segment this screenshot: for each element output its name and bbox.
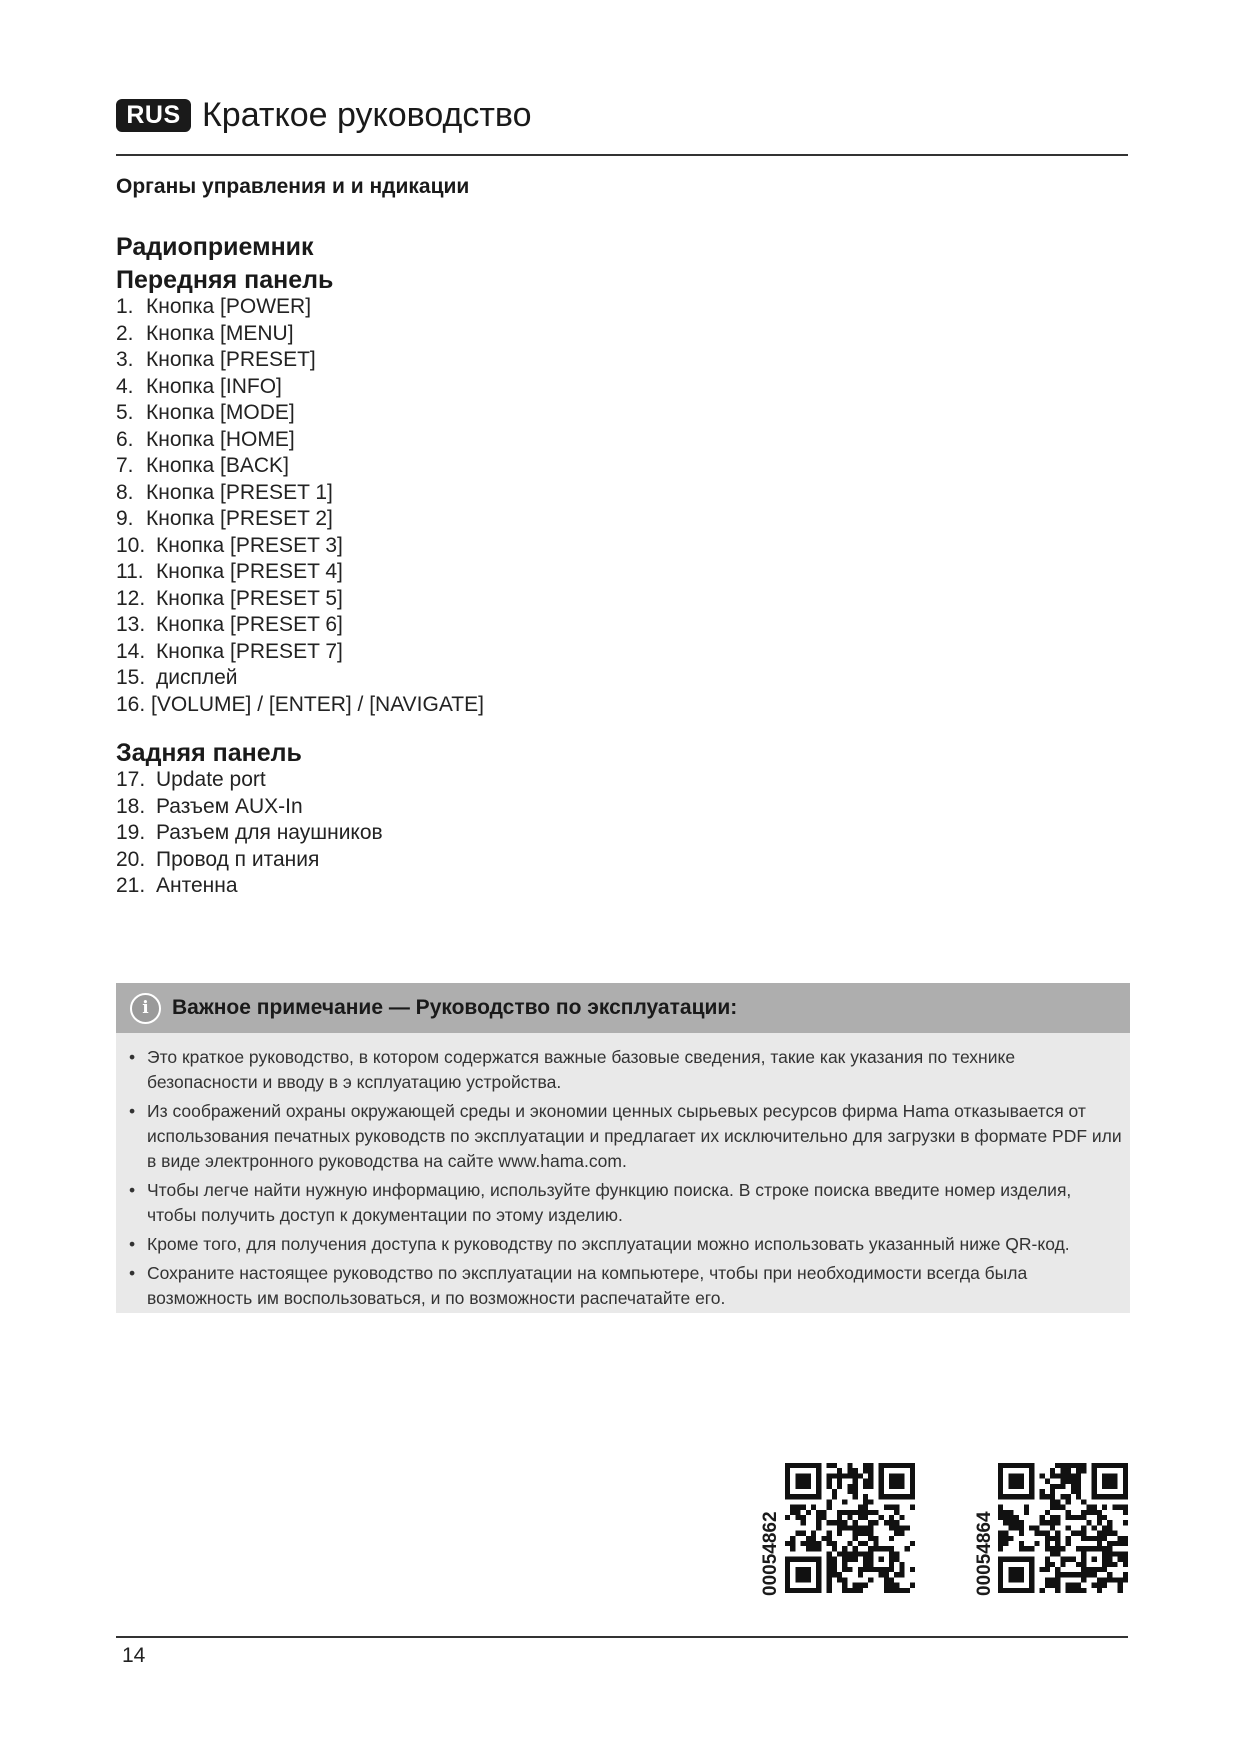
front-panel-heading: Передняя панель xyxy=(116,266,334,294)
rear-panel-heading: Задняя панель xyxy=(116,739,302,767)
list-item: 10. Кнопка [PRESET 3] xyxy=(116,533,343,557)
list-item: 18. Разъем AUX-In xyxy=(116,794,303,818)
language-badge: RUS xyxy=(116,99,191,132)
bullet: • xyxy=(129,1047,136,1067)
header-divider xyxy=(116,154,1128,156)
list-item: 19. Разъем для наушников xyxy=(116,821,383,844)
footer-divider xyxy=(116,1636,1128,1638)
page-number: 14 xyxy=(122,1644,146,1667)
notice-title: Важное примечание — Руководство по эксплуатации: xyxy=(172,996,738,1019)
qr-code-icon[interactable] xyxy=(785,1463,915,1593)
bullet: • xyxy=(129,1180,136,1200)
list-item: 6. Кнопка [HOME] xyxy=(116,427,295,451)
notice-item: • Это краткое руководство, в котором содержатся важные базовые сведения, такие как указания по технике безопасности и вводу в э ксплуатацию устройства. xyxy=(129,1047,1016,1092)
list-item: 21. Антенна xyxy=(116,874,238,897)
list-item: 1. Кнопка [POWER] xyxy=(116,295,312,318)
list-item: 11. Кнопка [PRESET 4] xyxy=(116,560,343,583)
bullet: • xyxy=(129,1101,136,1121)
list-item: 14. Кнопка [PRESET 7] xyxy=(116,639,343,663)
notice-item: • Из соображений охраны окружающей среды и экономии ценных сырьевых ресурсов фирма Hama отказывается от использования печатных руководств по эксплуатации и предлагает их исключительно для загрузки в формате PDF или в виде электронного руководства на сайте www.hama.com. xyxy=(129,1101,1122,1171)
radio-heading: Радиоприемник xyxy=(116,233,314,261)
list-item: 7. Кнопка [BACK] xyxy=(116,454,289,477)
bullet: • xyxy=(129,1263,136,1283)
list-item: 3. Кнопка [PRESET] xyxy=(116,348,316,371)
notice-item: • Кроме того, для получения доступа к руководству по эксплуатации можно использовать указанный ниже QR-код. xyxy=(116,1232,1130,1257)
qr-code-icon[interactable] xyxy=(998,1463,1128,1593)
notice-header xyxy=(116,983,1130,1033)
qr-product-code: 00054864 xyxy=(974,1511,995,1596)
rear-panel-list xyxy=(116,767,383,900)
notice-item: • Чтобы легче найти нужную информацию, используйте функцию поиска. В строке поиска введите номер изделия, чтобы получить доступ к документации по этому изделию. xyxy=(129,1180,1072,1225)
list-item: 5. Кнопка [MODE] xyxy=(116,401,295,424)
front-panel-list xyxy=(116,294,484,718)
notice-item: • Сохраните настоящее руководство по эксплуатации на компьютере, чтобы при необходимости всегда была возможность им воспользоваться, и по возможности распечатайте его. xyxy=(129,1263,1028,1308)
list-item: 4. Кнопка [INFO] xyxy=(116,374,282,398)
list-item: 17. Update port xyxy=(116,768,266,791)
info-icon: i xyxy=(130,993,161,1024)
list-item: 12. Кнопка [PRESET 5] xyxy=(116,586,343,610)
page-title: Краткое руководство xyxy=(202,96,532,134)
section-heading: Органы управления и и ндикации xyxy=(116,175,470,198)
bullet: • xyxy=(129,1234,136,1254)
list-item: 20. Провод п итания xyxy=(116,847,320,871)
list-item: 9. Кнопка [PRESET 2] xyxy=(116,507,333,530)
important-notice xyxy=(116,983,1130,1313)
list-item: 16. [VOLUME] / [ENTER] / [NAVIGATE] xyxy=(116,692,484,716)
list-item: 2. Кнопка [MENU] xyxy=(116,321,294,345)
notice-list xyxy=(116,1045,1130,1315)
qr-product-code: 00054862 xyxy=(760,1511,781,1596)
list-item: 13. Кнопка [PRESET 6] xyxy=(116,613,343,636)
list-item: 8. Кнопка [PRESET 1] xyxy=(116,480,333,504)
list-item: 15. дисплей xyxy=(116,666,238,689)
